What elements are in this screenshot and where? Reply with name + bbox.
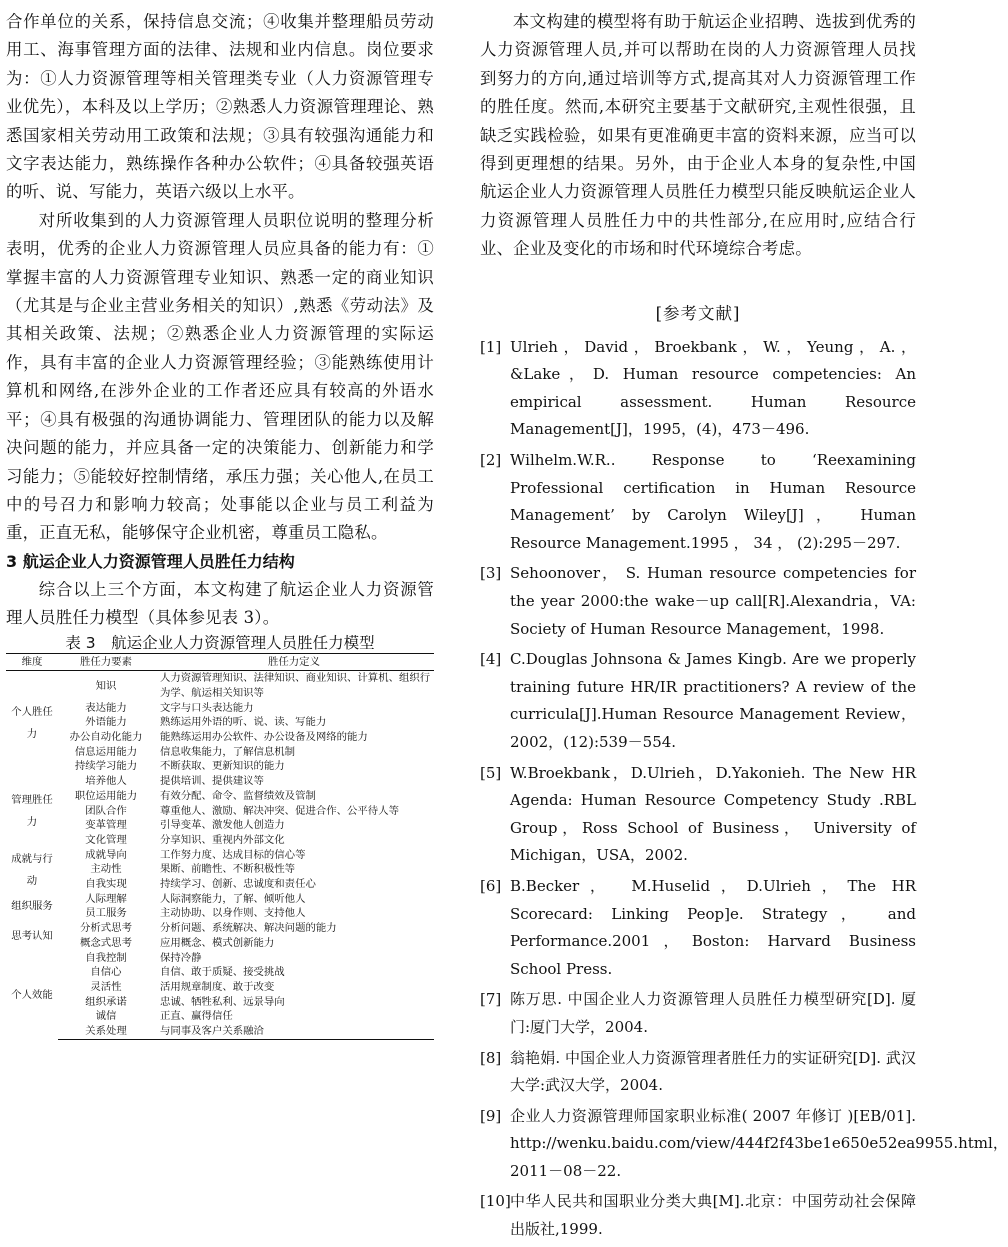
reference-item: [480, 560, 916, 643]
reference-number: [7]: [480, 990, 502, 1009]
element-cell: 自我控制: [85, 951, 127, 964]
reference-item: [480, 447, 916, 557]
definition-cell: 引导变革、激发他人创造力: [160, 819, 285, 832]
reference-item: [480, 1188, 916, 1243]
header-cell: 胜任力定义: [268, 655, 320, 668]
table-row: [6, 715, 434, 730]
definition-cell: 人际洞察能力，了解、倾听他人: [160, 892, 306, 905]
reference-text: 翁艳娟. 中国企业人力资源管理者胜任力的实证研究[D]. 武汉大学:武汉大学，2004.: [510, 1048, 916, 1095]
table-row: [6, 980, 434, 995]
reference-number: [8]: [480, 1048, 502, 1067]
table-row: [6, 745, 434, 760]
table-row: [6, 789, 434, 804]
definition-cell: 持续学习、创新、忠诚度和责任心: [160, 878, 316, 891]
header-cell: 胜任力要素: [80, 655, 132, 668]
table-row: [6, 730, 434, 745]
table-row: [6, 995, 434, 1010]
table-caption: 表 3 航运企业人力资源管理人员胜任力模型: [65, 633, 375, 652]
table-row: [6, 671, 434, 701]
element-cell: 知识: [95, 679, 117, 692]
table-row: [6, 759, 434, 774]
element-cell: 培养他人: [85, 775, 127, 788]
competency-model-table: [6, 653, 434, 1040]
reference-number: [10]: [480, 1192, 511, 1211]
element-cell: 持续学习能力: [74, 760, 138, 773]
reference-item: [480, 334, 916, 444]
reference-text: 中华人民共和国职业分类大典[M].北京：中国劳动社会保障出版社,1999.: [510, 1192, 916, 1239]
reference-text: C.Douglas Johnsona & James Kingb. Are we properly training future HR/IR practitioners? A review of the curricula[J].Human Resource Management Review，2002，(12):539－554.: [510, 650, 916, 751]
definition-cell: 分析问题、系统解决、解决问题的能力: [160, 922, 337, 935]
table-row: [6, 1024, 434, 1039]
definition-cell: 忠诚、牺牲私利、远景导向: [160, 995, 285, 1008]
definition-cell: 保持冷静: [160, 951, 202, 964]
definition-cell: 有效分配、命令、监督绩效及管制: [160, 789, 316, 802]
table-row: [6, 701, 434, 716]
definition-cell: 分享知识、重视内外部文化: [160, 833, 285, 846]
element-cell: 灵活性: [90, 981, 122, 993]
dimension-cell: 个人胜任力: [11, 705, 53, 740]
definition-cell: 文字与口头表达能力: [160, 701, 254, 714]
dimension-cell: 成就与行动: [11, 852, 53, 887]
definition-cell: 正直、赢得信任: [160, 1010, 233, 1023]
body-paragraph: 综合以上三个方面，本文构建了航运企业人力资源管理人员胜任力模型（具体参见表 3）。: [6, 579, 434, 628]
element-cell: 文化管理: [85, 833, 127, 846]
right-column: [480, 8, 1008, 1247]
table-row: [6, 1009, 434, 1024]
table-row: [6, 774, 434, 789]
reference-text: W.Broekbank，D.Ulrieh，D.Yakonieh. The New HR Agenda: Human Resource Competency Study .RBL Group，Ross School of Business， University of Michigan，USA，2002.: [510, 763, 916, 865]
element-cell: 表达能力: [85, 701, 127, 714]
table-body: [6, 671, 434, 1040]
references-title: [参考文献]: [655, 303, 741, 323]
reference-text: B.Becker， M.Huselid，D.Ulrieh，The HR Scorecard: Linking Peop]e. Strategy， and Performance.2001，Boston: Harvard Business School Press.: [510, 876, 916, 978]
reference-number: [3]: [480, 564, 502, 583]
reference-text: Sehoonover， S. Human resource competencies for the year 2000:the wake－up call[R].Alexandria，VA: Society of Human Resource Management，1998.: [510, 564, 916, 638]
element-cell: 外语能力: [85, 716, 127, 729]
element-cell: 办公自动化能力: [69, 731, 143, 744]
reference-item: [480, 873, 916, 983]
element-cell: 成就导向: [85, 848, 127, 861]
element-cell: 自我实现: [85, 878, 127, 891]
definition-cell: 工作努力度、达成目标的信心等: [160, 848, 306, 861]
definition-cell: 果断、前瞻性、不断积极性等: [160, 863, 296, 876]
reference-number: [6]: [480, 876, 502, 895]
definition-cell: 应用概念、模式创新能力: [160, 936, 275, 949]
definition-cell: 能熟练运用办公软件、办公设备及网络的能力: [160, 731, 368, 744]
reference-text: 企业人力资源管理师国家职业标准( 2007 年修订 )[EB/01]. http://wenku.baidu.com/view/444f2f43be1e650e52ea9955.html，2011－08－22.: [510, 1106, 1008, 1180]
element-cell: 员工服务: [85, 907, 127, 920]
table-header-row: [6, 653, 434, 671]
reference-number: [4]: [480, 650, 502, 669]
table-row: [6, 936, 434, 951]
header-cell: 维度: [21, 655, 43, 668]
definition-cell: 尊重他人、激励、解决冲突、促进合作、公平待人等: [160, 804, 399, 817]
table-row: [6, 848, 434, 863]
table-row: [6, 965, 434, 980]
reference-item: [480, 1103, 1008, 1186]
reference-item: [480, 760, 916, 870]
table-row: [6, 892, 434, 907]
reference-item: [480, 986, 916, 1041]
body-paragraph: 本文构建的模型将有助于航运企业招聘、选拔到优秀的人力资源管理人员,并可以帮助在岗的人力资源管理人员找到努力的方向,通过培训等方式,提高其对人力资源管理工作的胜任度。然而,本研究主要基于文献研究,主观性很强，且缺乏实践检验，如果有更准确更丰富的资料来源，应当可以得到更理想的结果。另外，由于企业人本身的复杂性,中国航运企业人力资源管理人员胜任力模型只能反映航运企业人力资源管理人员胜任力中的共性部分,在应用时,应结合行业、企业及变化的市场和时代环境综合考虑。: [480, 12, 916, 259]
element-cell: 主动性: [90, 863, 122, 876]
element-cell: 变革管理: [85, 819, 127, 832]
element-cell: 组织承诺: [85, 995, 127, 1008]
element-cell: 人际理解: [85, 892, 127, 905]
dimension-cell: 思考认知: [11, 929, 53, 942]
definition-cell: 提供培训、提供建议等: [160, 775, 264, 788]
reference-number: [9]: [480, 1106, 502, 1125]
reference-number: [1]: [480, 337, 502, 356]
table-row: [6, 921, 434, 936]
table-row: [6, 906, 434, 921]
table-row: [6, 951, 434, 966]
table-row: [6, 833, 434, 848]
element-cell: 概念式思考: [80, 936, 132, 949]
section-heading: 3 航运企业人力资源管理人员胜任力结构: [6, 551, 295, 571]
definition-cell: 不断获取、更新知识的能力: [160, 760, 285, 773]
element-cell: 自信心: [90, 966, 122, 979]
element-cell: 职位运用能力: [74, 789, 138, 802]
references-list: [480, 334, 1008, 1244]
dimension-cell: 组织服务: [11, 900, 53, 913]
table-row: [6, 818, 434, 833]
reference-text: 陈万思. 中国企业人力资源管理人员胜任力模型研究[D]. 厦门:厦门大学，2004.: [510, 990, 916, 1036]
reference-item: [480, 1045, 916, 1100]
table-row: [6, 862, 434, 877]
reference-text: Wilhelm.W.R.. Response to ‘Reexamining Professional certification in Human Resource Management’ by Carolyn Wiley[J]， Human Resource Management.1995 ， 34 ， (2):295－297.: [510, 451, 916, 552]
element-cell: 关系处理: [58, 1024, 154, 1039]
body-paragraph: 对所收集到的人力资源管理人员职位说明的整理分析表明，优秀的企业人力资源管理人员应具备的能力有：①掌握丰富的人力资源管理专业知识、熟悉一定的商业知识（尤其是与企业主营业务相关的知识）,熟悉《劳动法》及其相关政策、法规；②熟悉企业人力资源管理的实际运作，具有丰富的企业人力资源管理经验；③能熟练使用计算机和网络,在涉外企业的工作者还应具有较高的外语水平；④具有极强的沟通协调能力、管理团队的能力以及解决问题的能力，并应具备一定的决策能力、创新能力和学习能力；⑤能较好控制情绪，承压力强；关心他人,在员工中的号召力和影响力较高；处事能以企业与员工利益为重，正直无私，能够保守企业机密，尊重员工隐私。: [6, 210, 434, 543]
definition-cell: 主动协助、以身作则、支持他人: [160, 907, 306, 920]
reference-item: [480, 646, 916, 756]
body-paragraph: 合作单位的关系，保持信息交流；④收集并整理船员劳动用工、海事管理方面的法律、法规和业内信息。岗位要求为：①人力资源管理等相关管理类专业（人力资源管理专业优先），本科及以上学历；②熟悉人力资源管理理论、熟悉国家相关劳动用工政策和法规；③具有较强沟通能力和文字表达能力，熟练操作各种办公软件；④具备较强英语的听、说、写能力，英语六级以上水平。: [6, 12, 434, 202]
element-cell: 信息运用能力: [74, 745, 138, 758]
definition-cell: 人力资源管理知识、法律知识、商业知识、计算机、组织行为学、航运相关知识等: [160, 672, 431, 699]
element-cell: 团队合作: [85, 804, 127, 817]
definition-cell: 活用规章制度、敢于改变: [160, 981, 275, 993]
reference-number: [5]: [480, 763, 502, 782]
table-row: [6, 804, 434, 819]
element-cell: 分析式思考: [80, 922, 132, 935]
left-column: [6, 8, 434, 1040]
definition-cell: 熟练运用外语的听、说、读、写能力: [160, 716, 327, 729]
dimension-cell: 个人效能: [11, 988, 53, 1001]
definition-cell: 信息收集能力，了解信息机制: [160, 745, 296, 758]
definition-cell: 自信、敢于质疑、接受挑战: [160, 966, 285, 979]
reference-text: Ulrieh，David，Broekbank，W.，Yeung，A.，&Lake，D. Human resource competencies: An empirical assessment. Human Resource Management[J]，1995，(4)，473－496.: [510, 337, 916, 439]
definition-cell: 与同事及客户关系融洽: [154, 1024, 434, 1039]
element-cell: 诚信: [95, 1010, 117, 1023]
reference-number: [2]: [480, 451, 502, 470]
dimension-cell: 管理胜任力: [11, 793, 53, 828]
table-row: [6, 877, 434, 892]
